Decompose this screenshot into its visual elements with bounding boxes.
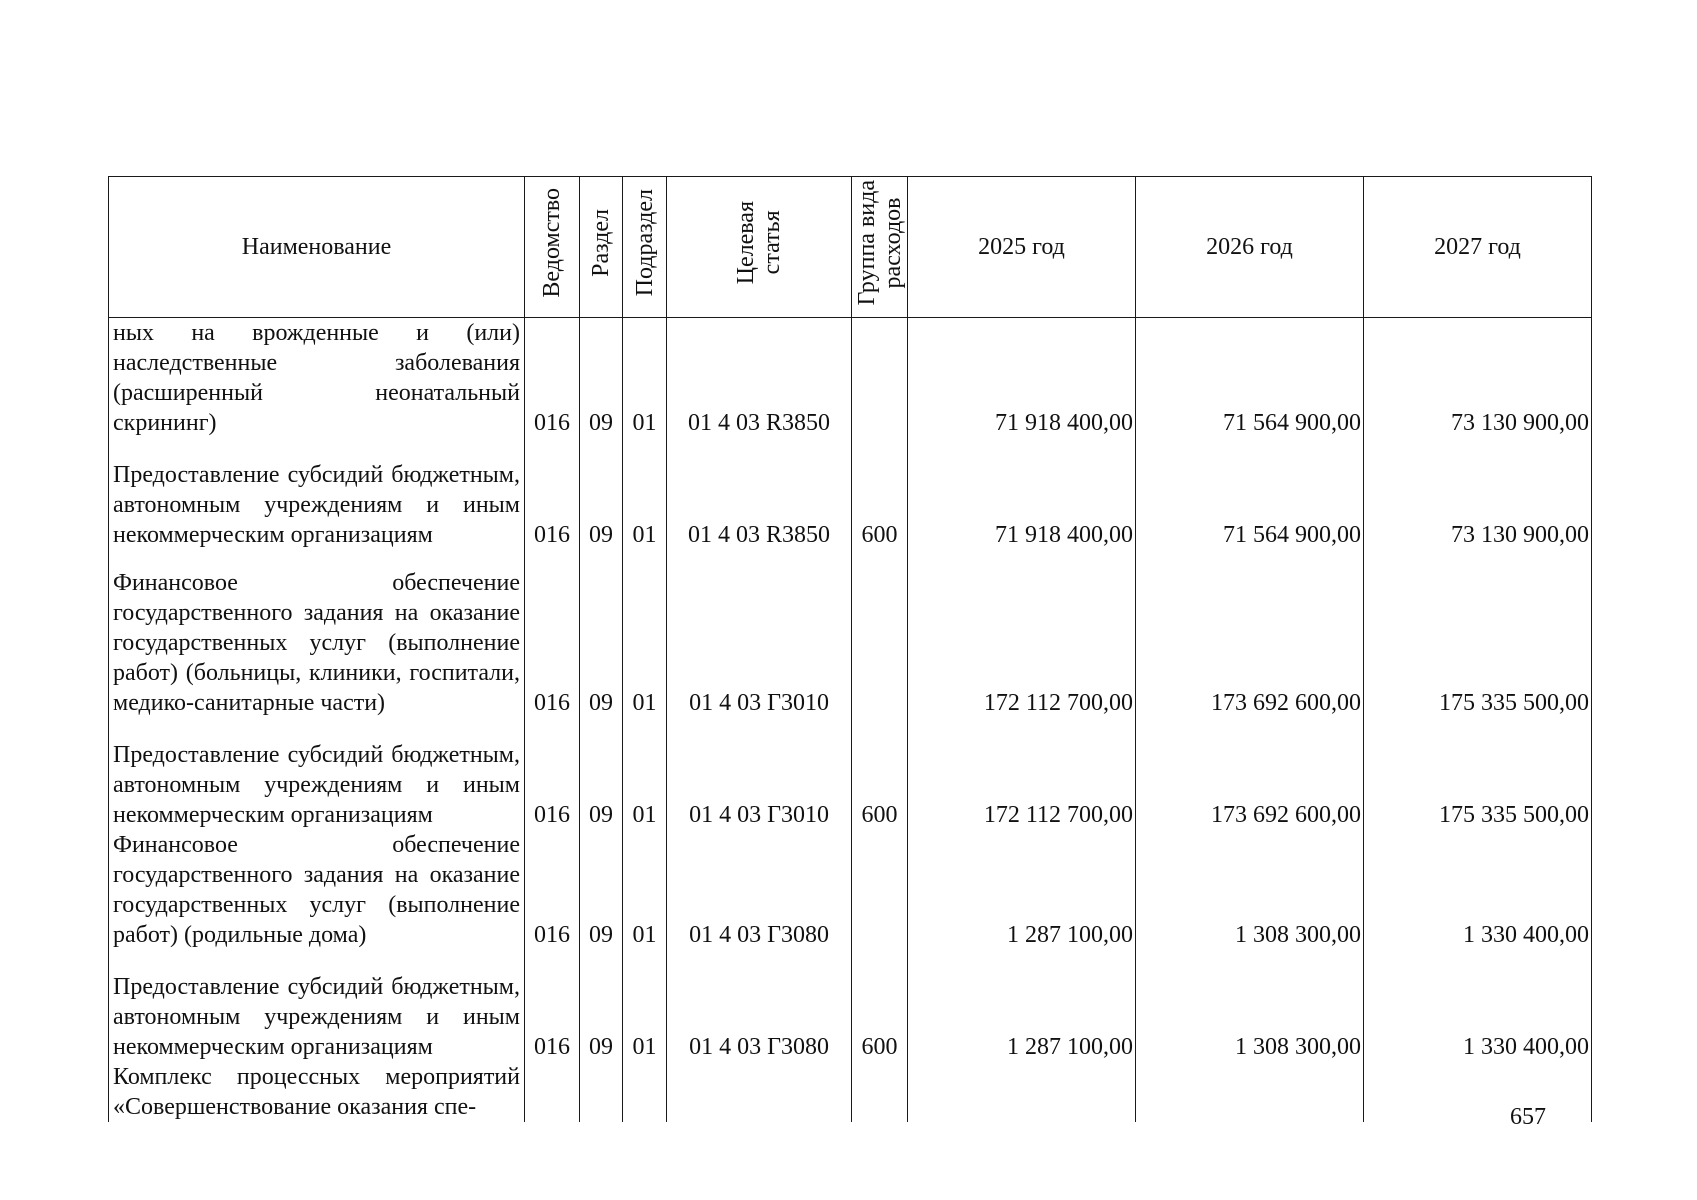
row-vedomstvo-cell — [525, 830, 580, 950]
row-expense-group-cell — [852, 830, 908, 950]
row-2025-cell — [908, 318, 1136, 439]
row-2027-cell-text: 73 130 900,00 — [1451, 410, 1589, 436]
row-target-article-cell-text: 01 4 03 R3850 — [687, 410, 830, 436]
row-target-article-cell — [667, 438, 852, 550]
row-vedomstvo-cell — [525, 950, 580, 1062]
row-2025-cell — [908, 1062, 1136, 1122]
row-2027-cell — [1364, 1062, 1592, 1122]
row-2027-cell-text: 1 330 400,00 — [1463, 1034, 1589, 1060]
row-2026-cell — [1136, 1062, 1364, 1122]
row-2027-cell — [1364, 318, 1592, 439]
header-2027: 2027 год — [1364, 177, 1592, 318]
header-name: Наименование — [109, 177, 525, 318]
row-podrazdel-cell-text: 01 — [632, 522, 657, 548]
row-razdel-cell — [580, 318, 623, 439]
page-number: 657 — [1510, 1104, 1546, 1130]
row-vedomstvo-cell — [525, 718, 580, 830]
row-target-article-cell — [667, 550, 852, 718]
row-target-article-cell-text: 01 4 03 Г3010 — [689, 802, 829, 828]
row-2027-cell — [1364, 950, 1592, 1062]
row-name-cell-text: ных на врожденные и (или) наследственные заболевания (расширенный неонатальный скрининг) — [113, 320, 520, 436]
row-podrazdel-cell-text: 01 — [632, 1034, 657, 1060]
row-2027-cell — [1364, 718, 1592, 830]
table-row — [109, 318, 1592, 439]
row-podrazdel-cell — [623, 438, 667, 550]
row-razdel-cell — [580, 718, 623, 830]
row-name-cell-text: Финансовое обеспечение государственного задания на оказание государственных услуг (выполнение работ) (родильные дома) — [113, 832, 520, 948]
row-vedomstvo-cell-text: 016 — [534, 690, 570, 716]
row-2027-cell-text: 1 330 400,00 — [1463, 922, 1589, 948]
row-2026-cell — [1136, 318, 1364, 439]
header-target-article: Целевая статья — [667, 177, 852, 318]
header-vedomstvo: Ведомство — [525, 177, 580, 318]
row-target-article-cell-text: 01 4 03 Г3010 — [689, 690, 829, 716]
row-2026-cell-text: 173 692 600,00 — [1211, 802, 1361, 828]
row-name-cell-text: Финансовое обеспечение государственного задания на оказание государственных услуг (выполнение работ) (больницы, клиники, госпитали, медико-санитарные части) — [113, 570, 520, 716]
row-target-article-cell — [667, 830, 852, 950]
row-vedomstvo-cell-text: 016 — [534, 410, 570, 436]
row-2025-cell-text: 172 112 700,00 — [983, 690, 1133, 716]
row-razdel-cell-text: 09 — [589, 410, 613, 436]
header-podrazdel: Подраздел — [623, 177, 667, 318]
row-expense-group-cell — [852, 438, 908, 550]
row-name-cell-text: Предоставление субсидий бюджетным, автономным учреждениям и иным некоммерческим организациям — [113, 742, 520, 828]
row-razdel-cell — [580, 550, 623, 718]
row-expense-group-cell — [852, 550, 908, 718]
header-razdel: Раздел — [580, 177, 623, 318]
row-2025-cell — [908, 830, 1136, 950]
row-podrazdel-cell — [623, 1062, 667, 1122]
budget-table — [108, 176, 1592, 1122]
row-expense-group-cell-text: 600 — [861, 522, 898, 548]
row-podrazdel-cell — [623, 830, 667, 950]
row-name-cell — [109, 318, 525, 439]
row-vedomstvo-cell — [525, 1062, 580, 1122]
row-2026-cell-text: 71 564 900,00 — [1223, 522, 1361, 548]
table-row — [109, 830, 1592, 950]
row-target-article-cell-text: 01 4 03 R3850 — [687, 522, 830, 548]
row-2025-cell — [908, 438, 1136, 550]
row-podrazdel-cell — [623, 318, 667, 439]
row-razdel-cell-text: 09 — [589, 802, 613, 828]
row-expense-group-cell-text: 600 — [861, 802, 898, 828]
row-vedomstvo-cell — [525, 318, 580, 439]
row-2026-cell-text: 71 564 900,00 — [1223, 410, 1361, 436]
row-vedomstvo-cell — [525, 550, 580, 718]
row-2025-cell — [908, 550, 1136, 718]
row-podrazdel-cell-text: 01 — [632, 410, 657, 436]
row-target-article-cell-text: 01 4 03 Г3080 — [689, 922, 829, 948]
row-2027-cell — [1364, 830, 1592, 950]
row-expense-group-cell — [852, 718, 908, 830]
row-vedomstvo-cell-text: 016 — [534, 802, 570, 828]
row-name-cell — [109, 830, 525, 950]
row-razdel-cell — [580, 950, 623, 1062]
row-podrazdel-cell-text: 01 — [632, 802, 657, 828]
row-expense-group-cell — [852, 318, 908, 439]
row-expense-group-cell-text: 600 — [861, 1034, 898, 1060]
row-name-cell-text: Комплекс процессных мероприятий «Совершенствование оказания спе- — [113, 1064, 520, 1120]
row-expense-group-cell — [852, 1062, 908, 1122]
table-row — [109, 1062, 1592, 1122]
table-row — [109, 550, 1592, 718]
row-razdel-cell-text: 09 — [589, 690, 613, 716]
row-target-article-cell — [667, 1062, 852, 1122]
row-2026-cell — [1136, 438, 1364, 550]
row-2025-cell-text: 71 918 400,00 — [995, 522, 1133, 548]
row-name-cell-text: Предоставление субсидий бюджетным, автономным учреждениям и иным некоммерческим организациям — [113, 974, 520, 1060]
table-row — [109, 438, 1592, 550]
row-name-cell — [109, 718, 525, 830]
row-2027-cell-text: 175 335 500,00 — [1439, 802, 1589, 828]
row-target-article-cell-text: 01 4 03 Г3080 — [689, 1034, 829, 1060]
row-2025-cell-text: 172 112 700,00 — [983, 802, 1133, 828]
row-target-article-cell — [667, 318, 852, 439]
header-2026: 2026 год — [1136, 177, 1364, 318]
row-2026-cell — [1136, 718, 1364, 830]
row-2027-cell — [1364, 438, 1592, 550]
row-razdel-cell-text: 09 — [589, 522, 613, 548]
row-podrazdel-cell — [623, 718, 667, 830]
table-body — [109, 318, 1592, 1123]
row-2027-cell-text: 73 130 900,00 — [1451, 522, 1589, 548]
row-expense-group-cell — [852, 950, 908, 1062]
row-vedomstvo-cell-text: 016 — [534, 922, 570, 948]
row-razdel-cell-text: 09 — [589, 1034, 613, 1060]
row-razdel-cell — [580, 438, 623, 550]
row-podrazdel-cell-text: 01 — [632, 922, 657, 948]
table-row — [109, 718, 1592, 830]
row-name-cell-text: Предоставление субсидий бюджетным, автономным учреждениям и иным некоммерческим организациям — [113, 462, 520, 548]
table-row — [109, 950, 1592, 1062]
row-2025-cell-text: 1 287 100,00 — [1007, 1034, 1133, 1060]
row-name-cell — [109, 438, 525, 550]
header-expense-group: Группа вида расходов — [852, 177, 908, 318]
row-podrazdel-cell — [623, 950, 667, 1062]
row-podrazdel-cell-text: 01 — [632, 690, 657, 716]
header-2025: 2025 год — [908, 177, 1136, 318]
row-razdel-cell — [580, 830, 623, 950]
row-2027-cell-text: 175 335 500,00 — [1439, 690, 1589, 716]
row-name-cell — [109, 1062, 525, 1122]
row-2025-cell — [908, 950, 1136, 1062]
row-2025-cell — [908, 718, 1136, 830]
row-name-cell — [109, 550, 525, 718]
row-razdel-cell — [580, 1062, 623, 1122]
row-razdel-cell-text: 09 — [589, 922, 613, 948]
row-2026-cell — [1136, 830, 1364, 950]
row-target-article-cell — [667, 950, 852, 1062]
row-podrazdel-cell — [623, 550, 667, 718]
row-2026-cell — [1136, 550, 1364, 718]
row-vedomstvo-cell-text: 016 — [534, 1034, 570, 1060]
row-2026-cell — [1136, 950, 1364, 1062]
row-2026-cell-text: 173 692 600,00 — [1211, 690, 1361, 716]
row-name-cell — [109, 950, 525, 1062]
row-vedomstvo-cell-text: 016 — [534, 522, 570, 548]
row-vedomstvo-cell — [525, 438, 580, 550]
row-2027-cell — [1364, 550, 1592, 718]
row-target-article-cell — [667, 718, 852, 830]
row-2026-cell-text: 1 308 300,00 — [1235, 922, 1361, 948]
row-2025-cell-text: 71 918 400,00 — [995, 410, 1133, 436]
row-2025-cell-text: 1 287 100,00 — [1007, 922, 1133, 948]
header-row — [109, 177, 1592, 318]
row-2026-cell-text: 1 308 300,00 — [1235, 1034, 1361, 1060]
